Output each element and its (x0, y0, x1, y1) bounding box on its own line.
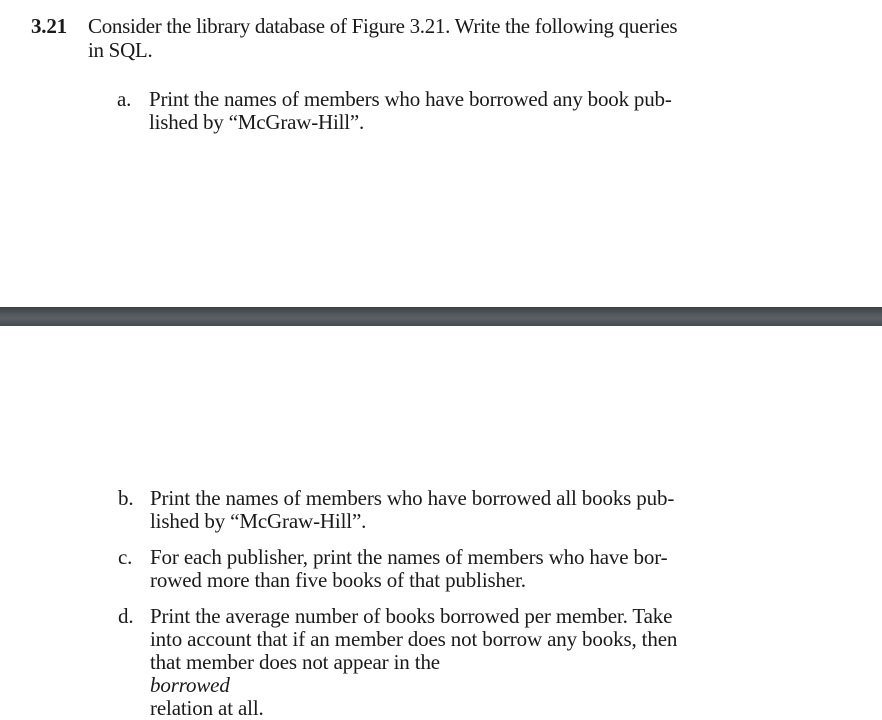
item-text-line-1: Print the names of members who have borrowed all books pub- (150, 486, 675, 510)
item-text-line-2: lished by “McGraw-Hill”. (150, 509, 367, 533)
item-text (150, 487, 674, 533)
document-page-top (0, 0, 882, 307)
exercise-intro-line-2: in SQL. (88, 38, 153, 62)
exercise-intro-line-1: Consider the library database of Figure 3.21. Write the following queries (88, 14, 678, 38)
item-text-line-3 (150, 651, 677, 720)
item-letter: d. (118, 604, 134, 628)
item-text-line-1: Print the names of members who have borrowed any book pub- (149, 87, 672, 111)
item-text-line-1: For each publisher, print the names of members who have bor- (150, 545, 668, 569)
item-letter: b. (118, 486, 134, 510)
item-text-line-1: Print the average number of books borrowed per member. Take (150, 604, 673, 628)
item-text-line-3-after: relation at all. (150, 696, 264, 720)
item-text-line-2: into account that if an member does not borrow any books, then (150, 627, 678, 651)
exercise-number: 3.21 (31, 14, 67, 38)
item-text (150, 605, 677, 720)
document-page-bottom (0, 326, 882, 720)
relation-name-borrowed: borrowed (150, 673, 230, 697)
item-text-line-2: lished by “McGraw-Hill”. (149, 110, 365, 134)
item-letter: c. (118, 545, 133, 569)
item-text (149, 88, 672, 134)
item-text-line-3-before: that member does not appear in the (150, 650, 440, 674)
page-separator-bar (0, 307, 882, 326)
exercise-intro (88, 14, 738, 62)
item-text-line-2: rowed more than five books of that publisher. (150, 568, 526, 592)
item-letter: a. (117, 87, 132, 111)
item-text (150, 546, 668, 592)
